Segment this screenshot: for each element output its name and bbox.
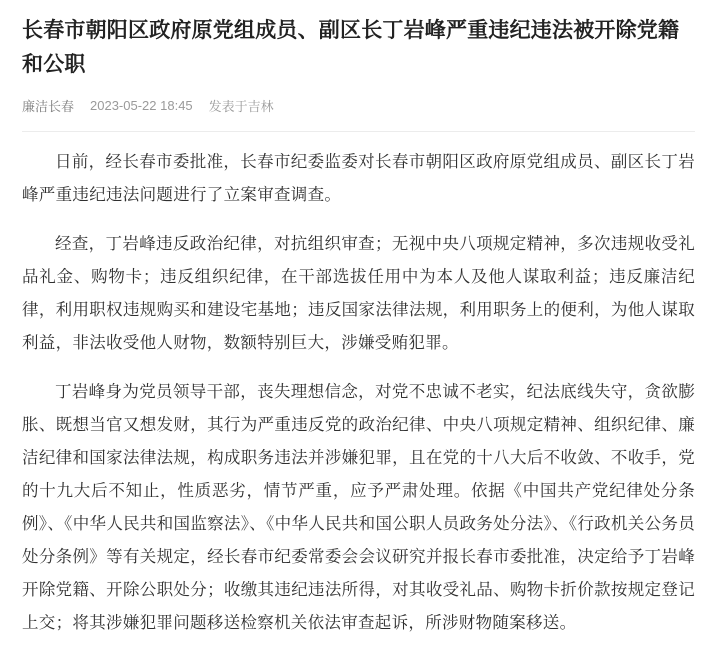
article-source[interactable]: 廉洁长春: [22, 99, 75, 114]
article-date: 2023-05-22 18:45: [90, 98, 193, 113]
article-paragraph: 日前，经长春市委批准，长春市纪委监委对长春市朝阳区政府原党组成员、副区长丁岩峰严重违纪违法问题进行了立案审查调查。: [22, 153, 695, 204]
article-meta: [22, 96, 695, 125]
page-title: 长春市朝阳区政府原党组成员、副区长丁岩峰严重违纪违法被开除党籍和公职: [22, 19, 680, 76]
article-location: 发表于吉林: [208, 99, 274, 114]
article-paragraph: 经查，丁岩峰违反政治纪律，对抗组织审查；无视中央八项规定精神，多次违规收受礼品礼金、购物卡；违反组织纪律，在干部选拔任用中为本人及他人谋取利益；违反廉洁纪律，利用职权违规购买和建设宅基地；违反国家法律法规，利用职务上的便利，为他人谋取利益，非法收受他人财物，数额特别巨大，涉嫌受贿犯罪。: [22, 235, 695, 352]
article-paragraph: 丁岩峰身为党员领导干部，丧失理想信念，对党不忠诚不老实，纪法底线失守，贪欲膨胀、既想当官又想发财，其行为严重违反党的政治纪律、中央八项规定精神、组织纪律、廉洁纪律和国家法律法规，构成职务违法并涉嫌犯罪，且在党的十八大后不收敛、不收手，党的十九大后不知止，性质恶劣，情节严重，应予严肃处理。依据《中国共产党纪律处分条例》、《中华人民共和国监察法》、《中华人民共和国公职人员政务处分法》、《行政机关公务员处分条例》等有关规定，经长春市纪委常委会会议研究并报长春市委批准，决定给予丁岩峰开除党籍、开除公职处分；收缴其违纪违法所得，对其收受礼品、购物卡折价款按规定登记上交；将其涉嫌犯罪问题移送检察机关依法审查起诉，所涉财物随案移送。: [22, 383, 695, 632]
meta-divider: [22, 131, 695, 132]
article-body: [22, 146, 695, 640]
